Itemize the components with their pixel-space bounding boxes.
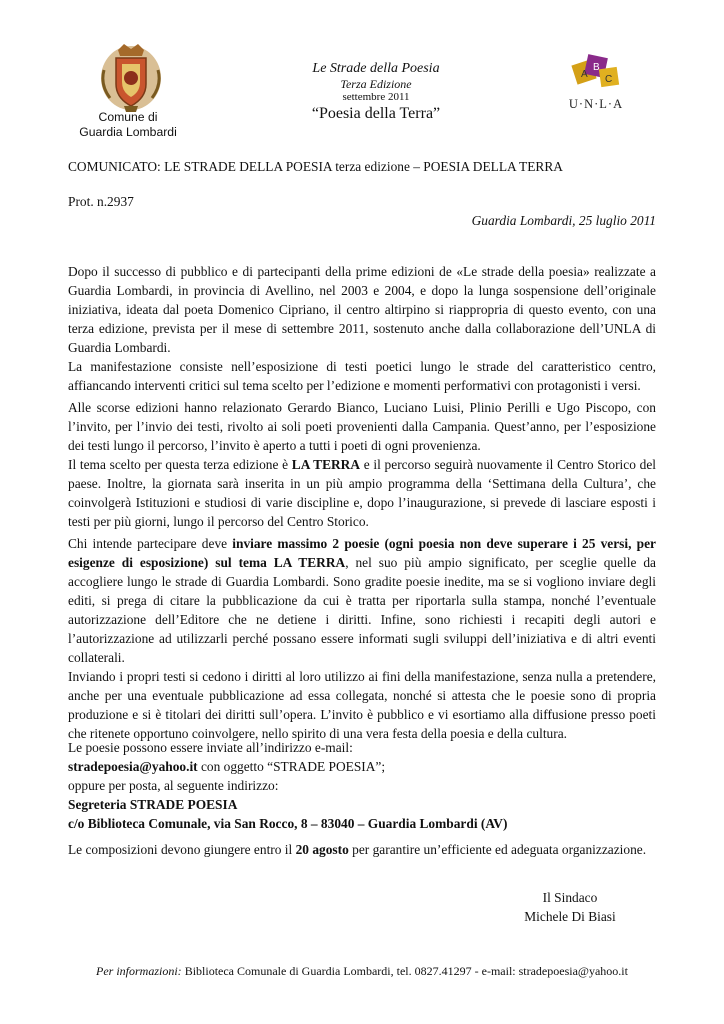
post-intro: oppure per posta, al seguente indirizzo: <box>68 778 279 793</box>
svg-text:C: C <box>605 74 613 85</box>
signature-block <box>520 888 620 926</box>
contact-section <box>68 738 656 833</box>
theme-text-a: Il tema scelto per questa terza edizione è <box>68 457 292 472</box>
theme-bold: LA TERRA <box>291 457 361 472</box>
paragraph-participation <box>68 534 656 667</box>
comune-label <box>62 110 194 140</box>
unla-logo-text: U·N·L·A <box>568 97 624 111</box>
paragraph-intro: Dopo il successo di pubblico e di partecipanti della prime edizioni de «Le strade della poesia» realizzate a Guardia Lombardi, in provincia di Avellino, nel 2003 e 2004, e dopo la lunga sospensione dell’originale iniziativa, ideata dal poeta Domenico Cipriano, il centro altirpino si riappropria di questo evento, con una terza edizione, prevista per il mese di settembre 2011, sostenuto anche dalla collaborazione dell’UNLA di Guardia Lombardi. <box>68 264 656 355</box>
communique-title: COMUNICATO: LE STRADE DELLA POESIA terza edizione – POESIA DELLA TERRA <box>68 159 563 174</box>
deadline-bold: 20 agosto <box>295 842 349 857</box>
body-section-2 <box>68 398 656 531</box>
participation-bold: inviare massimo 2 poesie (ogni poesia non deve superare i 25 versi, per esigenze di esposizione) sul tema LA TERRA <box>68 536 656 570</box>
comune-line-2: Guardia Lombardi <box>79 125 177 139</box>
signature-name: Michele Di Biasi <box>524 909 616 924</box>
comune-line-1: Comune di <box>98 110 158 124</box>
deadline-text-a: Le composizioni devono giungere entro il <box>68 842 296 857</box>
event-theme: “Poesia della Terra” <box>311 105 441 122</box>
event-edition: Terza Edizione <box>340 77 412 91</box>
svg-text:B: B <box>593 62 600 73</box>
theme-text-b: e il percorso seguirà nuovamente il Centro Storico del paese. Inoltre, la giornata sarà inserita in un più ampio programma della ‘Settimana della Cultura’, che coinvolgerà Istituzioni e studiosi di varie discipline e, dopo l’inaugurazione, si prevede di lasciare esposti i testi per più giorni, lungo il percorso del Centro Storico. <box>68 457 656 529</box>
event-header <box>276 60 476 124</box>
participation-text-b: , nel suo più ampio significato, per sceglie quelle da accogliere lungo le strade di Guardia Lombardi. Sono gradite poesie inedite, ma se si vogliono inviare degli editi, si prega di citare la pubblicazione da cui è tratta per riportarla sulla stampa, nonché l’eventuale autorizzazione dell’Editore che ne detiene i diritti. Infine, sono richiesti i recapiti degli autori e l’autorizzazione ad utilizzarli perché possano essere informati sugli sviluppi dell’iniziativa e di altri eventi collaterali. <box>68 555 656 665</box>
footer-text: Biblioteca Comunale di Guardia Lombardi, tel. 0827.41297 - e-mail: stradepoesia@yahoo.it <box>181 964 628 978</box>
place-date: Guardia Lombardi, 25 luglio 2011 <box>471 213 656 228</box>
event-date: settembre 2011 <box>342 91 410 103</box>
paragraph-rights: Inviando i propri testi si cedono i diritti al loro utilizzo ai fini della manifestazione, senza nulla a pretendere, anche per una eventuale pubblicazione ad essa collegata, nonché si attesta che le poesie sono di propria produzione e si è titolari dei diritti sull’opera. L’invito è pubblico e vi esortiamo alla diffusione presso poeti che ritenete opportuno coinvolgere, nello spirito di una vera festa della poesia e della cultura. <box>68 669 656 741</box>
deadline-line <box>68 840 658 859</box>
body-section-3 <box>68 534 656 743</box>
contact-email[interactable]: stradepoesia@yahoo.it <box>68 759 198 774</box>
event-title: Le Strade della Poesia <box>312 61 440 76</box>
coat-of-arms-logo <box>96 40 166 114</box>
protocol-number: Prot. n.2937 <box>68 194 134 209</box>
address-line-1: Segreteria STRADE POESIA <box>68 797 238 812</box>
deadline-text-b: per garantire un’efficiente ed adeguata organizzazione. <box>348 842 647 857</box>
contact-email-line <box>68 757 656 776</box>
participation-text-a: Chi intende partecipare deve <box>68 536 233 551</box>
address-line-2: c/o Biblioteca Comunale, via San Rocco, 8 – 83040 – Guardia Lombardi (AV) <box>68 816 508 831</box>
paragraph-past-editions: Alle scorse edizioni hanno relazionato Gerardo Bianco, Luciano Luisi, Plinio Perilli e Ugo Piscopo, con l’invito, per l’invio dei testi, rivolto ai soli poeti provenienti dalla Campania. Quest’anno, per l’esposizione dei testi lungo il percorso, l’invito è aperto a tutti i poeti di ogni provenienza. <box>68 400 656 453</box>
footer <box>0 964 724 979</box>
body-section-1 <box>68 262 656 395</box>
svg-text:A: A <box>581 69 588 80</box>
paragraph-description: La manifestazione consiste nell’esposizione di testi poetici lungo le strade del caratteristico centro, affiancando interventi critici sul tema scelto per l’edizione e momenti performativi con protagonisti i versi. <box>68 359 656 393</box>
contact-intro: Le poesie possono essere inviate all’indirizzo e-mail: <box>68 740 353 755</box>
contact-email-subject: con oggetto “STRADE POESIA”; <box>197 759 386 774</box>
signature-role: Il Sindaco <box>542 890 598 905</box>
footer-label: Per informazioni: <box>96 964 182 978</box>
paragraph-theme <box>68 455 656 531</box>
